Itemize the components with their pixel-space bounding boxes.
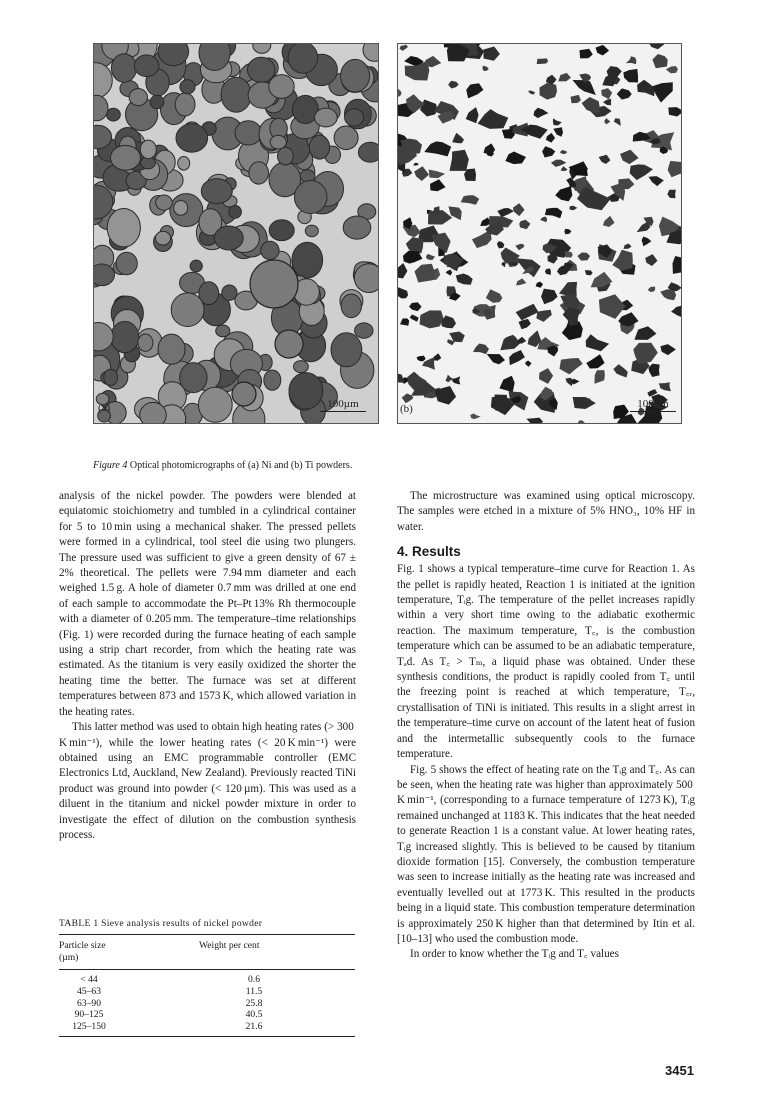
ni-particle [201,179,232,204]
ni-particle [171,293,204,327]
right-paragraph-3: Fig. 5 shows the effect of heating rate on the Tᵢg and T꜀. As can be seen, when the heating rate was higher than approximately 500 K min⁻¹, (corresponding to a furnace temperature of 1273 K), Tᵢg remained unchanged at 1183 K. This indicates that the heat needed to generate Reaction 1 is a constant value. At lower heating rates, Tᵢg increased slightly. This is believed to be caused by titanium dioxide formation [15]. Conversely, the combustion temperature was seen to increase initially as the heating rate was increased and eventually levelled out at 1773 K. This resulted in the products being in a liquid state. This combustion temperature determination is approximately 250 K higher than that determined by Itin et al. [10–13] who used the combustion mode. [397,763,695,945]
table-row [59,974,355,986]
right-column [397,489,695,963]
cell-size: 90–125 [74,1009,104,1021]
ti-particle [626,56,637,64]
ni-particle [140,140,156,159]
ni-particle [129,89,147,106]
micrograph-ti-powder [397,43,682,424]
ti-particle [473,344,489,355]
table-row [59,986,355,998]
ti-particle [497,241,505,248]
figure-caption [93,460,352,471]
ti-particle [425,56,441,67]
header-particle-size-line1: Particle size [59,940,106,951]
right-paragraph-1: The microstructure was examined using optical microscopy. The samples were etched in a mixture of 5% HNO₃, 10% HF in water. [397,490,695,533]
cell-weight: 11.5 [245,985,263,997]
ti-particle [623,69,638,83]
ti-particle [666,66,678,73]
header-particle-size-line2: (µm) [59,952,79,963]
ni-particle [343,216,371,239]
right-paragraph-2: Fig. 1 shows a typical temperature–time curve for Reaction 1. As the pellet is rapidly heated, Reaction 1 is initiated at the ignition temperature, Tᵢg. The temperature of the pellet increases rapidly within a very short time owing to the adiabatic exothermic reaction. The maximum temperature, T꜀, is the combustion temperature which can be assumed to be an adiabatic temperature, Tₐd. As T꜀ > Tₘ, a liquid phase was obtained. Under these synthesis conditions, the product is rapidly cooled from T꜀ until the freezing point is reached at which temperature, T꜀ᵣ, crystallisation of TiNi is initiated. This results in a slight arrest in the temperature–time curve on account of the latent heat of fusion and the intermetallic subsequently cools to the furnace temperature. [397,563,695,761]
panel-a-label: (a) [98,402,111,414]
ti-particle [542,146,555,157]
ni-particle [156,195,173,210]
ni-particle [294,361,309,373]
ti-particle [604,118,610,124]
scale-bar-b-label: 100µm [637,398,669,410]
ti-particle [450,150,469,171]
ni-particle [138,334,153,351]
ti-particle [540,217,547,223]
ti-particle [596,45,610,56]
ti-particle [448,81,459,89]
ti-particle [398,263,407,279]
ni-particle [292,242,323,278]
ni-particle [341,294,361,318]
cell-size: 63–90 [77,997,101,1009]
ti-particle [413,163,419,166]
ti-particle [642,237,652,247]
ti-particle [429,170,446,179]
ni-particle-large [250,260,298,308]
ni-particle [174,201,188,216]
ti-particle [599,294,626,319]
section-heading-results: 4. Results [397,544,461,560]
caption-prefix: Figure 4 [93,460,128,471]
ti-particle [500,336,520,350]
ti-particle [441,315,456,328]
ti-particle [601,88,612,99]
ti-particle [607,66,622,78]
ti-particle [560,150,567,154]
ti-particle [660,289,676,300]
ni-particle [315,108,338,127]
ti-particle [444,253,464,270]
ti-particle [571,95,581,103]
ti-particle [570,206,578,210]
ti-particle [667,190,676,199]
scale-bar-a-label: 100µm [327,398,359,410]
table-row [59,1009,355,1021]
ti-particle [668,107,681,116]
ti-particle [414,166,429,181]
ti-particle [573,397,596,409]
table-header [59,935,355,969]
ti-particle [634,326,656,340]
header-particle-size [59,940,199,964]
ti-particle [515,244,524,251]
ni-particle [198,387,232,422]
ti-particle [673,256,682,274]
ti-particle [428,210,452,224]
table-header-rule [59,969,355,970]
ti-particle [486,289,503,303]
ti-particle [466,83,483,98]
scale-bar-a [320,398,366,412]
ti-particle [456,274,473,285]
ni-particle [222,285,237,300]
ti-particle [539,368,553,384]
ti-particle [536,310,551,322]
ti-particle [446,270,453,276]
ti-particle [445,375,453,383]
ti-particle [483,66,489,71]
ti-particle [553,127,563,137]
ti-particle [668,161,681,177]
ti-particle [505,152,526,165]
ni-particle [294,181,327,214]
ni-particle [355,323,373,338]
ti-particle [452,133,464,144]
ni-particle [134,55,159,77]
ni-particle [264,370,281,390]
ti-particle [406,237,424,253]
ti-particle [660,344,676,355]
ni-particle [107,108,121,121]
ti-particle [637,80,654,97]
sieve-table [59,918,355,1037]
ni-particle [278,147,294,165]
ti-particle [617,88,632,99]
ti-particle [398,287,408,298]
ni-particle [269,220,294,241]
ti-particle [620,150,639,165]
ni-particle [94,264,115,286]
ti-particle [519,319,531,329]
ti-particle [558,73,571,82]
scale-bar-b-line [630,411,676,412]
ti-particle [409,302,422,311]
ti-particle [599,155,611,164]
ni-particle [180,363,207,393]
ni-particle [341,59,370,92]
ti-particle [614,118,621,126]
ti-particle [603,99,611,106]
ti-particle [398,88,402,97]
ti-particle [400,318,409,325]
ni-particle [270,135,286,149]
ni-particle [175,93,195,116]
ti-particle [545,268,551,275]
ni-particle [345,109,364,126]
ni-particle [269,75,294,99]
ti-particle [478,109,509,129]
ni-particle [309,135,329,159]
page-number: 3451 [665,1063,694,1078]
ni-powder-image [94,44,378,423]
ni-particle-large [232,382,256,406]
ti-particle [553,118,562,125]
ti-particle [585,270,593,275]
ni-particle [107,209,140,247]
ti-particle [502,262,506,267]
ti-particle [528,91,535,95]
ti-particle [648,287,656,293]
ti-particle [646,44,664,49]
ni-particle [334,126,358,150]
ni-particle [104,369,118,385]
left-column [59,489,356,843]
ti-particle [577,253,590,261]
panel-b-label: (b) [400,403,413,415]
ni-particle [94,63,112,98]
ti-particle [652,54,667,68]
ti-particle [578,420,585,423]
ti-particle [519,220,530,230]
ni-particle [253,44,271,53]
ti-particle [652,82,673,102]
ti-particle [536,282,544,288]
ni-particle [158,334,185,364]
ti-particle [555,186,572,201]
ti-particle [648,364,659,377]
ti-particle [613,364,628,377]
ti-particle [499,376,514,393]
ti-particle [537,58,549,64]
ti-particle [452,376,460,384]
ti-particle [560,358,583,374]
ti-particle [461,195,480,204]
table-title: TABLE 1 Sieve analysis results of nickel powder [59,918,263,929]
ti-particle [509,350,525,365]
cell-weight: 0.6 [248,974,260,985]
ti-particle [430,179,446,191]
ti-particle [573,80,596,95]
ni-particle [305,225,318,237]
ni-particle [190,260,202,272]
ti-particle [671,305,681,319]
ti-particle [603,216,615,227]
ni-particle [221,77,251,112]
cell-weight: 25.8 [245,997,263,1009]
ti-particle [649,176,664,186]
ti-particle [566,178,576,188]
ti-powder-image [398,44,681,423]
ni-particle [111,145,141,170]
ti-particle [470,414,480,420]
ti-particle [417,356,426,362]
ti-particle [516,304,539,321]
ni-particle [249,162,269,184]
right-paragraph-4: In order to know whether the Tᵢg and T꜀ values [410,948,619,961]
micrograph-ni-powder [93,43,379,424]
ni-particle [363,44,378,61]
ni-particle [94,95,108,121]
ni-particle [180,80,195,94]
ti-particle [580,49,593,59]
ti-particle [564,229,571,235]
scale-bar-b [630,398,676,412]
ti-particle [525,361,531,367]
ni-particle [229,206,242,219]
ni-particle-large [275,330,303,358]
ti-particle [546,133,555,143]
ti-particle [420,310,444,328]
table-row [59,998,355,1010]
ni-particle [140,402,167,423]
ti-particle [595,370,605,384]
ti-particle [426,254,435,260]
ti-particle [659,382,671,391]
ti-particle [497,208,514,217]
cell-weight: 40.5 [245,1009,263,1021]
ti-particle [410,315,419,322]
ni-particle [289,373,323,409]
ti-particle [526,418,543,423]
ti-particle [466,107,479,123]
ni-particle [178,157,190,171]
table-row [59,1021,355,1036]
ni-particle [214,226,243,250]
ni-particle [150,95,164,109]
cell-size: 45–63 [77,985,101,997]
ni-particle [354,264,378,293]
ni-particle [331,333,362,367]
ti-particle [551,160,567,167]
ti-particle [541,289,558,305]
ni-particle [235,121,262,145]
ni-particle [111,322,139,353]
ni-particle [155,231,170,245]
ni-particle [116,252,137,274]
ni-particle [261,241,279,259]
ti-particle [582,97,600,114]
cell-size: 125–150 [72,1021,106,1033]
ni-particle [247,57,275,82]
cell-size: < 44 [80,974,98,985]
ni-particle [358,142,378,162]
ti-particle [561,166,568,171]
ti-particle [565,251,573,257]
ti-particle [586,334,610,351]
ti-particle [420,100,438,117]
left-paragraph-2: This latter method was used to obtain high heating rates (> 300 K min⁻¹), while the lower heating rates (< 20 K min⁻¹) were obtained using an EMC programmable controller (EMC Electronics Ltd, Auckland, New Zealand). Previously reacted TiNi product was ground into powder (< 120 µm). This was used as a diluent in the titanium and nickel powder mixture in order to investigate the effect of dilution on the combustion synthesis process. [59,721,356,841]
ti-particle [645,254,657,266]
table-bottom-rule [59,1036,355,1037]
ti-particle [623,244,631,249]
ni-particle [176,124,208,152]
cell-weight: 21.6 [245,1021,263,1033]
ti-particle [400,45,409,51]
ti-particle [586,354,604,368]
ti-particle [516,278,526,285]
ti-particle [540,83,558,100]
ti-particle [534,108,549,118]
ti-particle [487,354,505,364]
caption-text: Optical photomicrographs of (a) Ni and (b) Ti powders. [127,460,353,471]
scale-bar-a-line [320,411,366,412]
ni-particle [288,44,318,73]
ti-particle [424,141,451,156]
left-paragraph-1: analysis of the nickel powder. The powders were blended at equiatomic stoichiometry and tumbled in a cylindrical container for 5 to 10 min using a mechanical shaker. The pressed pellets were formed in a cylindrical, tool steel die using two plungers. The pressure used was sufficient to give a green density of 67 ± 2% theoretical. The pellets were 7.94 mm diameter and each weighed 1.5 g. A hole of diameter 0.7 mm was drilled at one end of each sample to accommodate the Pt–Pt 13% Rh thermocouple with a diameter of 0.205 mm. The temperature–time relationships (Fig. 1) were recorded during the furnace heating of each sample using a strip chart recorder, from which the heating rate was estimated. As the titanium is very easily oxidized the shorter the heating time the better. The furnace was set at different temperatures between 873 and 1573 K, which allowed variation in the heating rates. [59,490,356,718]
ti-particle [415,264,435,283]
ti-particle [513,203,525,216]
ti-particle [483,47,500,61]
header-weight: Weight per cent [199,940,260,951]
ti-particle [517,337,526,344]
ni-particle [111,54,136,82]
ti-particle [545,208,562,218]
